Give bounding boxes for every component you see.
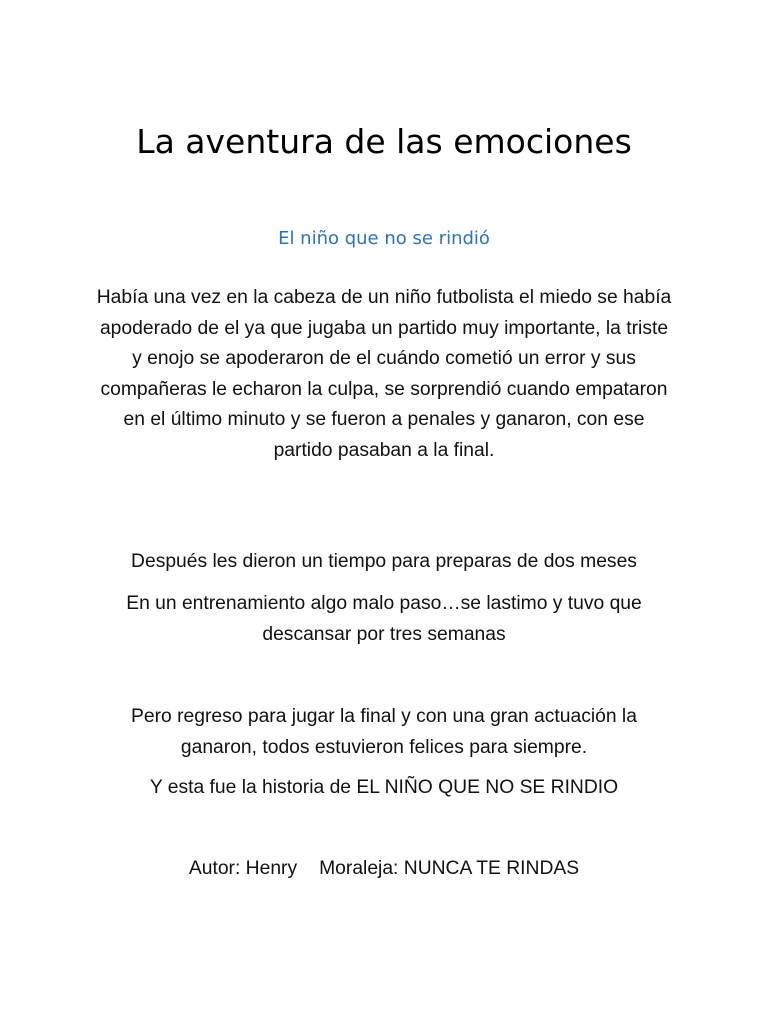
story-paragraph-4: Pero regreso para jugar la final y con una gran actuación la ganaron, todos estuvieron felices para siempre. <box>131 706 637 758</box>
story-paragraph-5: Y esta fue la historia de EL NIÑO QUE NO SE RINDIO <box>149 777 619 798</box>
footer-line <box>0 854 768 884</box>
author-credit: Autor: Henry <box>188 858 298 879</box>
story-paragraph-3: En un entrenamiento algo malo paso…se lastimo y tuvo que descansar por tres semanas <box>126 593 642 645</box>
moral-text: Moraleja: NUNCA TE RINDAS <box>319 858 580 879</box>
document-title: La aventura de las emociones <box>136 122 632 161</box>
story-paragraph-1: Había una vez en la cabeza de un niño futbolista el miedo se había apoderado de el ya que jugaba un partido muy importante, la triste y enojo se apoderaron de el cuándo cometió un error y sus compañeras le echaron la culpa, se sorprendió cuando empataron en el último minuto y se fueron a penales y ganaron, con ese partido pasaban a la final. <box>96 287 672 461</box>
story-paragraph-2: Después les dieron un tiempo para preparas de dos meses <box>131 551 637 572</box>
story-subtitle: El niño que no se rindió <box>278 228 490 249</box>
